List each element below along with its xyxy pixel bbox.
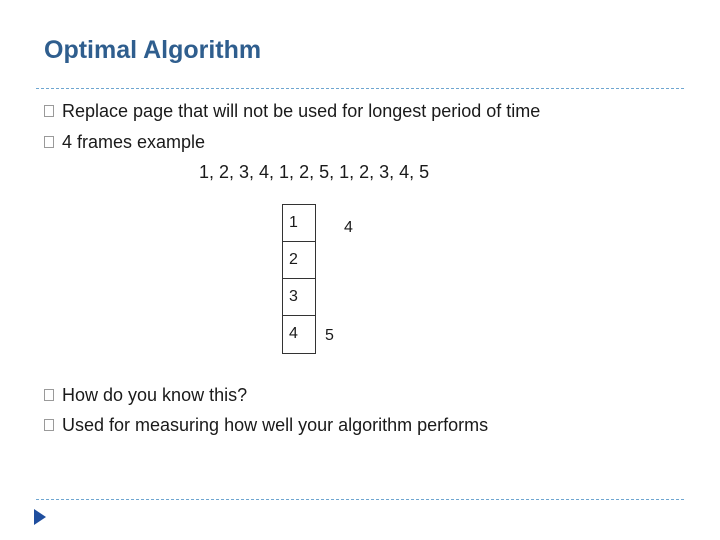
bottom-divider — [36, 499, 684, 500]
top-divider — [36, 88, 684, 89]
frame-cell: 1 — [283, 205, 315, 242]
checkbox-bullet-icon — [44, 389, 54, 401]
bullet-text: 4 frames example — [62, 132, 206, 152]
replacement-label: 5 — [325, 327, 334, 344]
bullet-text: How do you know this? — [62, 385, 248, 405]
checkbox-bullet-icon — [44, 105, 54, 117]
bullet-item — [44, 414, 488, 436]
frame-cell: 3 — [283, 279, 315, 316]
frame-cell: 2 — [283, 242, 315, 279]
bullet-item — [44, 384, 247, 406]
slide-title: Optimal Algorithm — [44, 36, 262, 64]
checkbox-bullet-icon — [44, 136, 54, 148]
checkbox-bullet-icon — [44, 419, 54, 431]
reference-string: 1, 2, 3, 4, 1, 2, 5, 1, 2, 3, 4, 5 — [199, 162, 430, 182]
replacement-label: 4 — [344, 219, 353, 236]
bullet-item — [44, 100, 540, 122]
frame-table — [282, 204, 316, 354]
play-arrow-icon[interactable] — [34, 509, 46, 525]
bullet-text: Replace page that will not be used for longest period of time — [62, 101, 541, 121]
bullet-item — [44, 131, 205, 153]
frame-cell: 4 — [289, 325, 298, 342]
bullet-text: Used for measuring how well your algorithm performs — [62, 415, 489, 435]
